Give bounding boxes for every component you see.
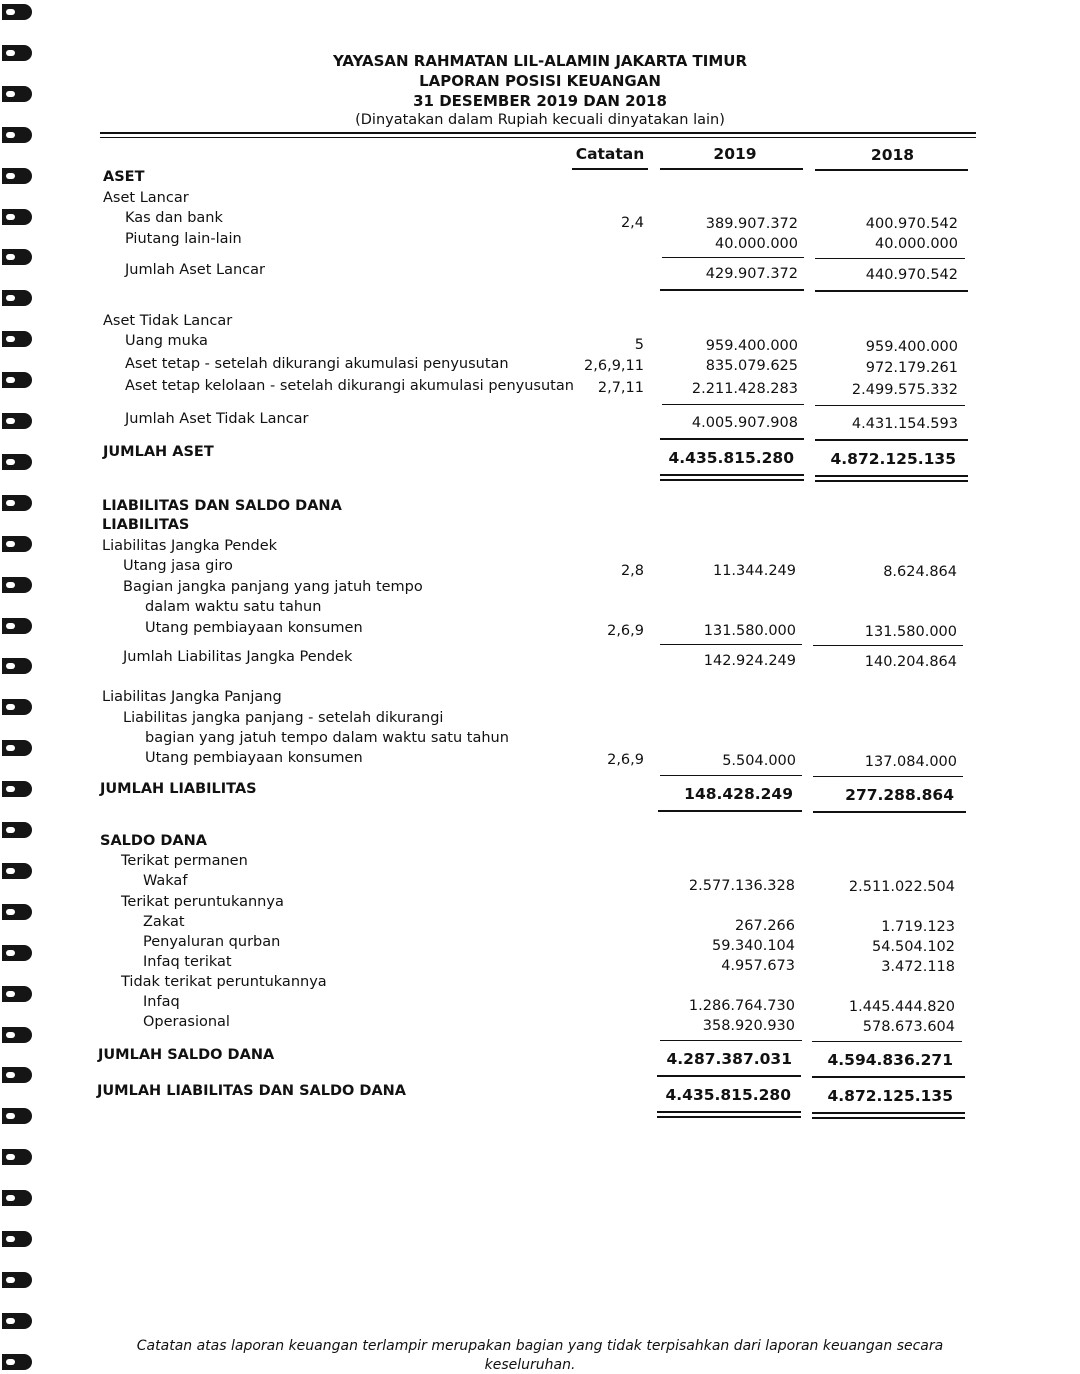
utang-konsumen-2019: 131.580.000 — [703, 623, 796, 639]
utang-jasa-2019: 11.344.249 — [712, 563, 796, 579]
rule-piutang-2018 — [815, 258, 965, 259]
jumlah-saldo-dana-2019: 4.287.387.031 — [666, 1050, 792, 1068]
rule-total-2018-a — [812, 1112, 965, 1114]
rule-kelolaan-2019 — [662, 404, 804, 405]
column-catatan-rule — [572, 168, 648, 170]
infaq-label: Infaq — [143, 994, 180, 1010]
rule-liabilitas-2019 — [658, 810, 802, 812]
wakaf-2018: 2.511.022.504 — [848, 879, 955, 895]
aset-kelolaan-label: Aset tetap kelolaan - setelah dikurangi akumulasi penyusutan — [125, 378, 574, 394]
rule-saldo-2019 — [657, 1075, 801, 1077]
kas-label: Kas dan bank — [125, 210, 223, 226]
binding-ring — [2, 986, 36, 1002]
column-2019-rule — [660, 168, 803, 170]
binding-ring — [2, 1149, 36, 1165]
infaq-2018: 1.445.444.820 — [848, 999, 955, 1015]
binding-ring — [2, 658, 36, 674]
header-rule-bottom — [100, 137, 976, 138]
piutang-2019: 40.000.000 — [714, 236, 798, 252]
column-2018: 2018 — [870, 146, 915, 164]
jumlah-aset-2018: 4.872.125.135 — [830, 450, 956, 468]
binding-ring — [2, 454, 36, 470]
report-date: 31 DESEMBER 2019 DAN 2018 — [413, 92, 667, 110]
operasional-2018: 578.673.604 — [862, 1019, 955, 1035]
zakat-2018: 1.719.123 — [881, 919, 955, 935]
liabilitas-panjang-line2: bagian yang jatuh tempo dalam waktu satu tahun — [145, 730, 509, 746]
jumlah-saldo-dana-2018: 4.594.836.271 — [827, 1051, 953, 1069]
uang-muka-2019: 959.400.000 — [705, 338, 798, 354]
binding-ring — [2, 1231, 36, 1247]
binding-ring — [2, 904, 36, 920]
utang-konsumen-panjang-2018: 137.084.000 — [864, 754, 957, 770]
jumlah-liabilitas-2019: 148.428.249 — [684, 785, 793, 803]
wakaf-label: Wakaf — [143, 873, 188, 889]
jumlah-aset-lancar-2018: 440.970.542 — [865, 267, 958, 283]
rule-aset-2019-a — [660, 474, 804, 476]
rule-tidak-lancar-2019 — [660, 438, 804, 440]
rule-aset-2018-b — [815, 480, 968, 482]
jumlah-liabilitas-saldo-label: JUMLAH LIABILITAS DAN SALDO DANA — [97, 1083, 407, 1099]
section-liabilitas-saldo: LIABILITAS DAN SALDO DANA — [102, 498, 342, 514]
aset-kelolaan-2018: 2.499.575.332 — [851, 382, 958, 398]
bagian-jangka-panjang-line1: Bagian jangka panjang yang jatuh tempo — [123, 579, 423, 595]
kas-2019: 389.907.372 — [705, 216, 798, 232]
rule-total-2018-b — [812, 1117, 965, 1119]
binding-ring — [2, 495, 36, 511]
jumlah-aset-tidak-lancar-label: Jumlah Aset Tidak Lancar — [125, 411, 309, 427]
binding-ring — [2, 1313, 36, 1329]
utang-konsumen-2018: 131.580.000 — [864, 624, 957, 640]
terikat-permanen-heading: Terikat permanen — [121, 853, 248, 869]
infaq-2019: 1.286.764.730 — [688, 998, 795, 1014]
aset-lancar-heading: Aset Lancar — [103, 190, 189, 206]
kas-catatan: 2,4 — [620, 215, 644, 231]
utang-jasa-label: Utang jasa giro — [123, 558, 233, 574]
jumlah-liabilitas-pendek-label: Jumlah Liabilitas Jangka Pendek — [123, 649, 353, 665]
jumlah-liabilitas-saldo-2018: 4.872.125.135 — [827, 1087, 953, 1105]
liabilitas-panjang-line1: Liabilitas jangka panjang - setelah dikurangi — [123, 710, 444, 726]
binding-ring — [2, 249, 36, 265]
rule-total-2019-b — [657, 1116, 801, 1118]
aset-tetap-2018: 972.179.261 — [865, 360, 958, 376]
jumlah-liabilitas-saldo-2019: 4.435.815.280 — [665, 1086, 791, 1104]
aset-tetap-catatan: 2,6,9,11 — [584, 358, 644, 374]
infaq-terikat-label: Infaq terikat — [143, 954, 232, 970]
binding-ring — [2, 740, 36, 756]
binding-ring — [2, 372, 36, 388]
section-aset: ASET — [103, 169, 145, 185]
utang-konsumen-panjang-label: Utang pembiayaan konsumen — [145, 750, 363, 766]
tidak-terikat-heading: Tidak terikat peruntukannya — [121, 974, 327, 990]
aset-kelolaan-catatan: 2,7,11 — [597, 380, 644, 396]
column-2019: 2019 — [713, 145, 757, 163]
rule-lancar-2018 — [815, 290, 968, 292]
rule-operasional-2019 — [660, 1040, 802, 1041]
report-title: LAPORAN POSISI KEUANGAN — [419, 72, 661, 90]
uang-muka-catatan: 5 — [634, 337, 644, 353]
liabilitas-pendek-heading: Liabilitas Jangka Pendek — [102, 538, 278, 554]
rule-piutang-2019 — [662, 257, 804, 258]
wakaf-2019: 2.577.136.328 — [688, 878, 795, 894]
rule-konsumen-2018 — [813, 645, 963, 646]
binding-ring — [2, 4, 36, 20]
jumlah-aset-lancar-label: Jumlah Aset Lancar — [125, 262, 265, 278]
rule-liabilitas-2018 — [813, 811, 966, 813]
binding-ring — [2, 1067, 36, 1083]
binding-ring — [2, 413, 36, 429]
jumlah-aset-lancar-2019: 429.907.372 — [705, 266, 798, 282]
binding-ring — [2, 1027, 36, 1043]
jumlah-aset-tidak-lancar-2018: 4.431.154.593 — [851, 416, 958, 432]
qurban-2018: 54.504.102 — [871, 939, 955, 955]
rule-panjang-2018 — [813, 776, 963, 777]
aset-tetap-2019: 835.079.625 — [705, 358, 798, 374]
aset-tetap-label: Aset tetap - setelah dikurangi akumulasi penyusutan — [125, 356, 509, 372]
aset-kelolaan-2019: 2.211.428.283 — [691, 381, 798, 397]
binding-ring — [2, 290, 36, 306]
utang-konsumen-panjang-catatan: 2,6,9 — [607, 752, 644, 768]
binding-ring — [2, 127, 36, 143]
jumlah-saldo-dana-label: JUMLAH SALDO DANA — [98, 1047, 275, 1063]
utang-konsumen-catatan: 2,6,9 — [607, 623, 644, 639]
rule-lancar-2019 — [660, 289, 804, 291]
uang-muka-label: Uang muka — [125, 333, 208, 349]
binding-ring — [2, 1272, 36, 1288]
footer-note-line1: Catatan atas laporan keuangan terlampir merupakan bagian yang tidak terpisahkan dari laporan keuangan secara — [136, 1338, 944, 1354]
jumlah-liabilitas-pendek-2019: 142.924.249 — [703, 653, 796, 669]
rule-panjang-2019 — [660, 775, 802, 776]
rule-operasional-2018 — [812, 1041, 962, 1042]
rule-konsumen-2019 — [660, 644, 802, 645]
jumlah-liabilitas-pendek-2018: 140.204.864 — [864, 654, 957, 670]
piutang-2018: 40.000.000 — [874, 236, 958, 252]
binding-ring — [2, 822, 36, 838]
bagian-jangka-panjang-line2: dalam waktu satu tahun — [145, 599, 322, 615]
jumlah-aset-2019: 4.435.815.280 — [668, 449, 794, 467]
binding-ring — [2, 168, 36, 184]
zakat-label: Zakat — [143, 914, 185, 930]
binding-ring — [2, 781, 36, 797]
rule-saldo-2018 — [812, 1076, 965, 1078]
rule-total-2019-a — [657, 1111, 801, 1113]
operasional-label: Operasional — [143, 1014, 230, 1030]
utang-konsumen-label: Utang pembiayaan konsumen — [145, 620, 363, 636]
aset-tidak-lancar-heading: Aset Tidak Lancar — [103, 313, 233, 329]
qurban-label: Penyaluran qurban — [143, 934, 281, 950]
utang-konsumen-panjang-2019: 5.504.000 — [722, 753, 796, 769]
section-liabilitas: LIABILITAS — [102, 517, 190, 533]
qurban-2019: 59.340.104 — [711, 938, 795, 954]
rule-aset-2019-b — [660, 479, 804, 481]
footer-note-line2: keseluruhan. — [484, 1357, 576, 1373]
column-2018-rule — [815, 169, 968, 171]
binding-ring — [2, 536, 36, 552]
rule-aset-2018-a — [815, 475, 968, 477]
binding-ring — [2, 331, 36, 347]
rule-kelolaan-2018 — [815, 405, 965, 406]
spiral-binding — [0, 0, 40, 1374]
jumlah-liabilitas-label: JUMLAH LIABILITAS — [100, 781, 257, 797]
kas-2018: 400.970.542 — [865, 216, 958, 232]
utang-jasa-2018: 8.624.864 — [883, 564, 957, 580]
zakat-2019: 267.266 — [735, 918, 795, 934]
liabilitas-panjang-heading: Liabilitas Jangka Panjang — [102, 689, 282, 705]
jumlah-liabilitas-2018: 277.288.864 — [845, 786, 954, 804]
terikat-peruntukan-heading: Terikat peruntukannya — [121, 894, 284, 910]
binding-ring — [2, 699, 36, 715]
infaq-terikat-2019: 4.957.673 — [721, 958, 795, 974]
column-catatan: Catatan — [575, 145, 645, 163]
utang-jasa-catatan: 2,8 — [620, 563, 644, 579]
binding-ring — [2, 209, 36, 225]
binding-ring — [2, 618, 36, 634]
header-rule-top — [100, 132, 976, 134]
infaq-terikat-2018: 3.472.118 — [881, 959, 955, 975]
jumlah-aset-label: JUMLAH ASET — [103, 444, 214, 460]
operasional-2019: 358.920.930 — [702, 1018, 795, 1034]
binding-ring — [2, 863, 36, 879]
binding-ring — [2, 945, 36, 961]
section-saldo-dana: SALDO DANA — [100, 833, 207, 849]
binding-ring — [2, 1108, 36, 1124]
piutang-label: Piutang lain-lain — [125, 231, 242, 247]
binding-ring — [2, 1190, 36, 1206]
binding-ring — [2, 577, 36, 593]
currency-note: (Dinyatakan dalam Rupiah kecuali dinyatakan lain) — [355, 112, 725, 128]
uang-muka-2018: 959.400.000 — [865, 339, 958, 355]
rule-tidak-lancar-2018 — [815, 439, 968, 441]
organization-title: YAYASAN RAHMATAN LIL-ALAMIN JAKARTA TIMUR — [332, 52, 747, 70]
jumlah-aset-tidak-lancar-2019: 4.005.907.908 — [691, 415, 798, 431]
